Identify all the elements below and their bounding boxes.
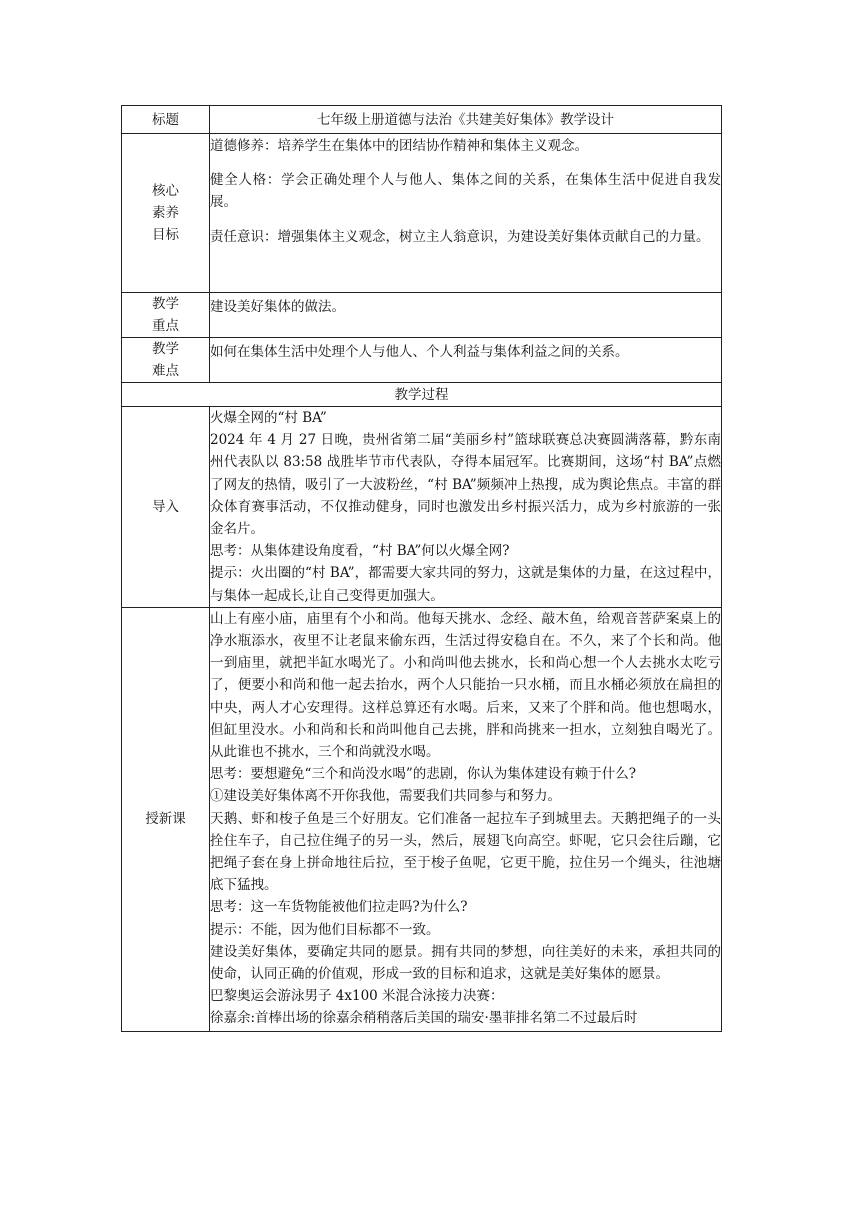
intro-content	[210, 407, 722, 608]
intro-paragraph: 思考：从集体建设角度看，“村 BA”何以火爆全网?	[210, 543, 510, 560]
process-header-row	[122, 383, 722, 407]
core-goal-personality: 健全人格：学会正确处理个人与他人、集体之间的关系，在集体生活中促进自我发展。	[210, 172, 721, 211]
core-goal-morality: 道德修养：培养学生在集体中的团结协作精神和集体主义观念。	[210, 138, 588, 154]
core-literacy-content	[210, 134, 722, 293]
document-title: 七年级上册道德与法治《共建美好集体》教学设计	[210, 106, 722, 134]
lesson-paragraph: 思考：这一车货物能被他们拉走吗?为什么?	[210, 899, 468, 916]
lesson-paragraph: ①建设美好集体离不开你我他，需要我们共同参与和努力。	[210, 788, 561, 805]
intro-paragraph: 2024 年 4 月 27 日晚，贵州省第二届“美丽乡村”篮球联赛总决赛圆满落幕，黔东南州代表队以 83:58 战胜毕节市代表队，夺得本届冠军。比赛期间，这场“村 BA”点燃了网友的热情，吸引了一大波粉丝，“村 BA”频频冲上热搜，成为舆论焦点。丰富的群众体育赛事活动，不仅推动健身，同时也激发出乡村振兴活力，成为乡村旅游的一张金名片。	[210, 432, 721, 538]
lesson-paragraph: 徐嘉余:首棒出场的徐嘉余稍稍落后美国的瑞安·墨菲排名第二不过最后时	[210, 1010, 638, 1027]
title-label: 标题	[122, 106, 210, 134]
lesson-paragraph: 建设美好集体，要确定共同的愿景。拥有共同的梦想，向往美好的未来，承担共同的使命，认同正确的价值观，形成一致的目标和追求，这就是美好集体的愿景。	[210, 943, 721, 983]
new-lesson-row	[122, 607, 722, 1031]
key-point-label: 教学 重点	[122, 293, 210, 338]
new-lesson-label: 授新课	[122, 607, 210, 1031]
difficulty-row	[122, 338, 722, 383]
intro-paragraph: 提示：火出圈的“村 BA”，都需要大家共同的努力，这就是集体的力量，在这过程中，与集体一起成长,让自己变得更加强大。	[210, 565, 721, 604]
lesson-paragraph: 天鹅、虾和梭子鱼是三个好朋友。它们准备一起拉车子到城里去。天鹅把绳子的一头拴住车子，自己拉住绳子的另一头，然后，展翅飞向高空。虾呢，它只会往后蹦，它把绳子套在身上拼命地往后拉，至于梭子鱼呢，它更干脆，拉住另一个绳头，往池塘底下猛拽。	[210, 810, 721, 894]
difficulty-label: 教学 难点	[122, 338, 210, 383]
teaching-process-header: 教学过程	[122, 383, 722, 407]
lesson-paragraph: 山上有座小庙，庙里有个小和尚。他每天挑水、念经、敲木鱼，给观音菩萨案桌上的净水瓶添水，夜里不让老鼠来偷东西，生活过得安稳自在。不久，来了个长和尚。他一到庙里，就把半缸水喝光了。小和尚叫他去挑水，长和尚心想一个人去挑水太吃亏了，便要小和尚和他一起去抬水，两个人只能抬一只水桶，而且水桶必须放在扁担的中央，两人才心安理得。这样总算还有水喝。后来，又来了个胖和尚。他也想喝水，但缸里没水。小和尚和长和尚叫他自己去挑，胖和尚挑来一担水，立刻独自喝光了。从此谁也不挑水，三个和尚就没水喝。	[210, 610, 721, 761]
intro-label: 导入	[122, 407, 210, 608]
intro-paragraph: 火爆全网的“村 BA”	[210, 410, 327, 426]
lesson-paragraph: 巴黎奥运会游泳男子 4x100 米混合泳接力决赛：	[210, 988, 504, 1005]
core-literacy-row	[122, 134, 722, 293]
core-literacy-label: 核心 素养 目标	[122, 134, 210, 293]
difficulty-content: 如何在集体生活中处理个人与他人、个人利益与集体利益之间的关系。	[210, 338, 722, 383]
key-point-content: 建设美好集体的做法。	[210, 293, 722, 338]
lesson-paragraph: 思考：要想避免“三个和尚没水喝”的悲剧，你认为集体建设有赖于什么?	[210, 766, 637, 783]
title-row	[122, 106, 722, 134]
core-goal-responsibility: 责任意识：增强集体主义观念，树立主人翁意识，为建设美好集体贡献自己的力量。	[210, 228, 710, 245]
new-lesson-content	[210, 607, 722, 1031]
intro-row	[122, 407, 722, 608]
key-point-row	[122, 293, 722, 338]
lesson-paragraph: 提示：不能，因为他们目标都不一致。	[210, 921, 440, 938]
lesson-plan-table	[121, 105, 722, 1032]
